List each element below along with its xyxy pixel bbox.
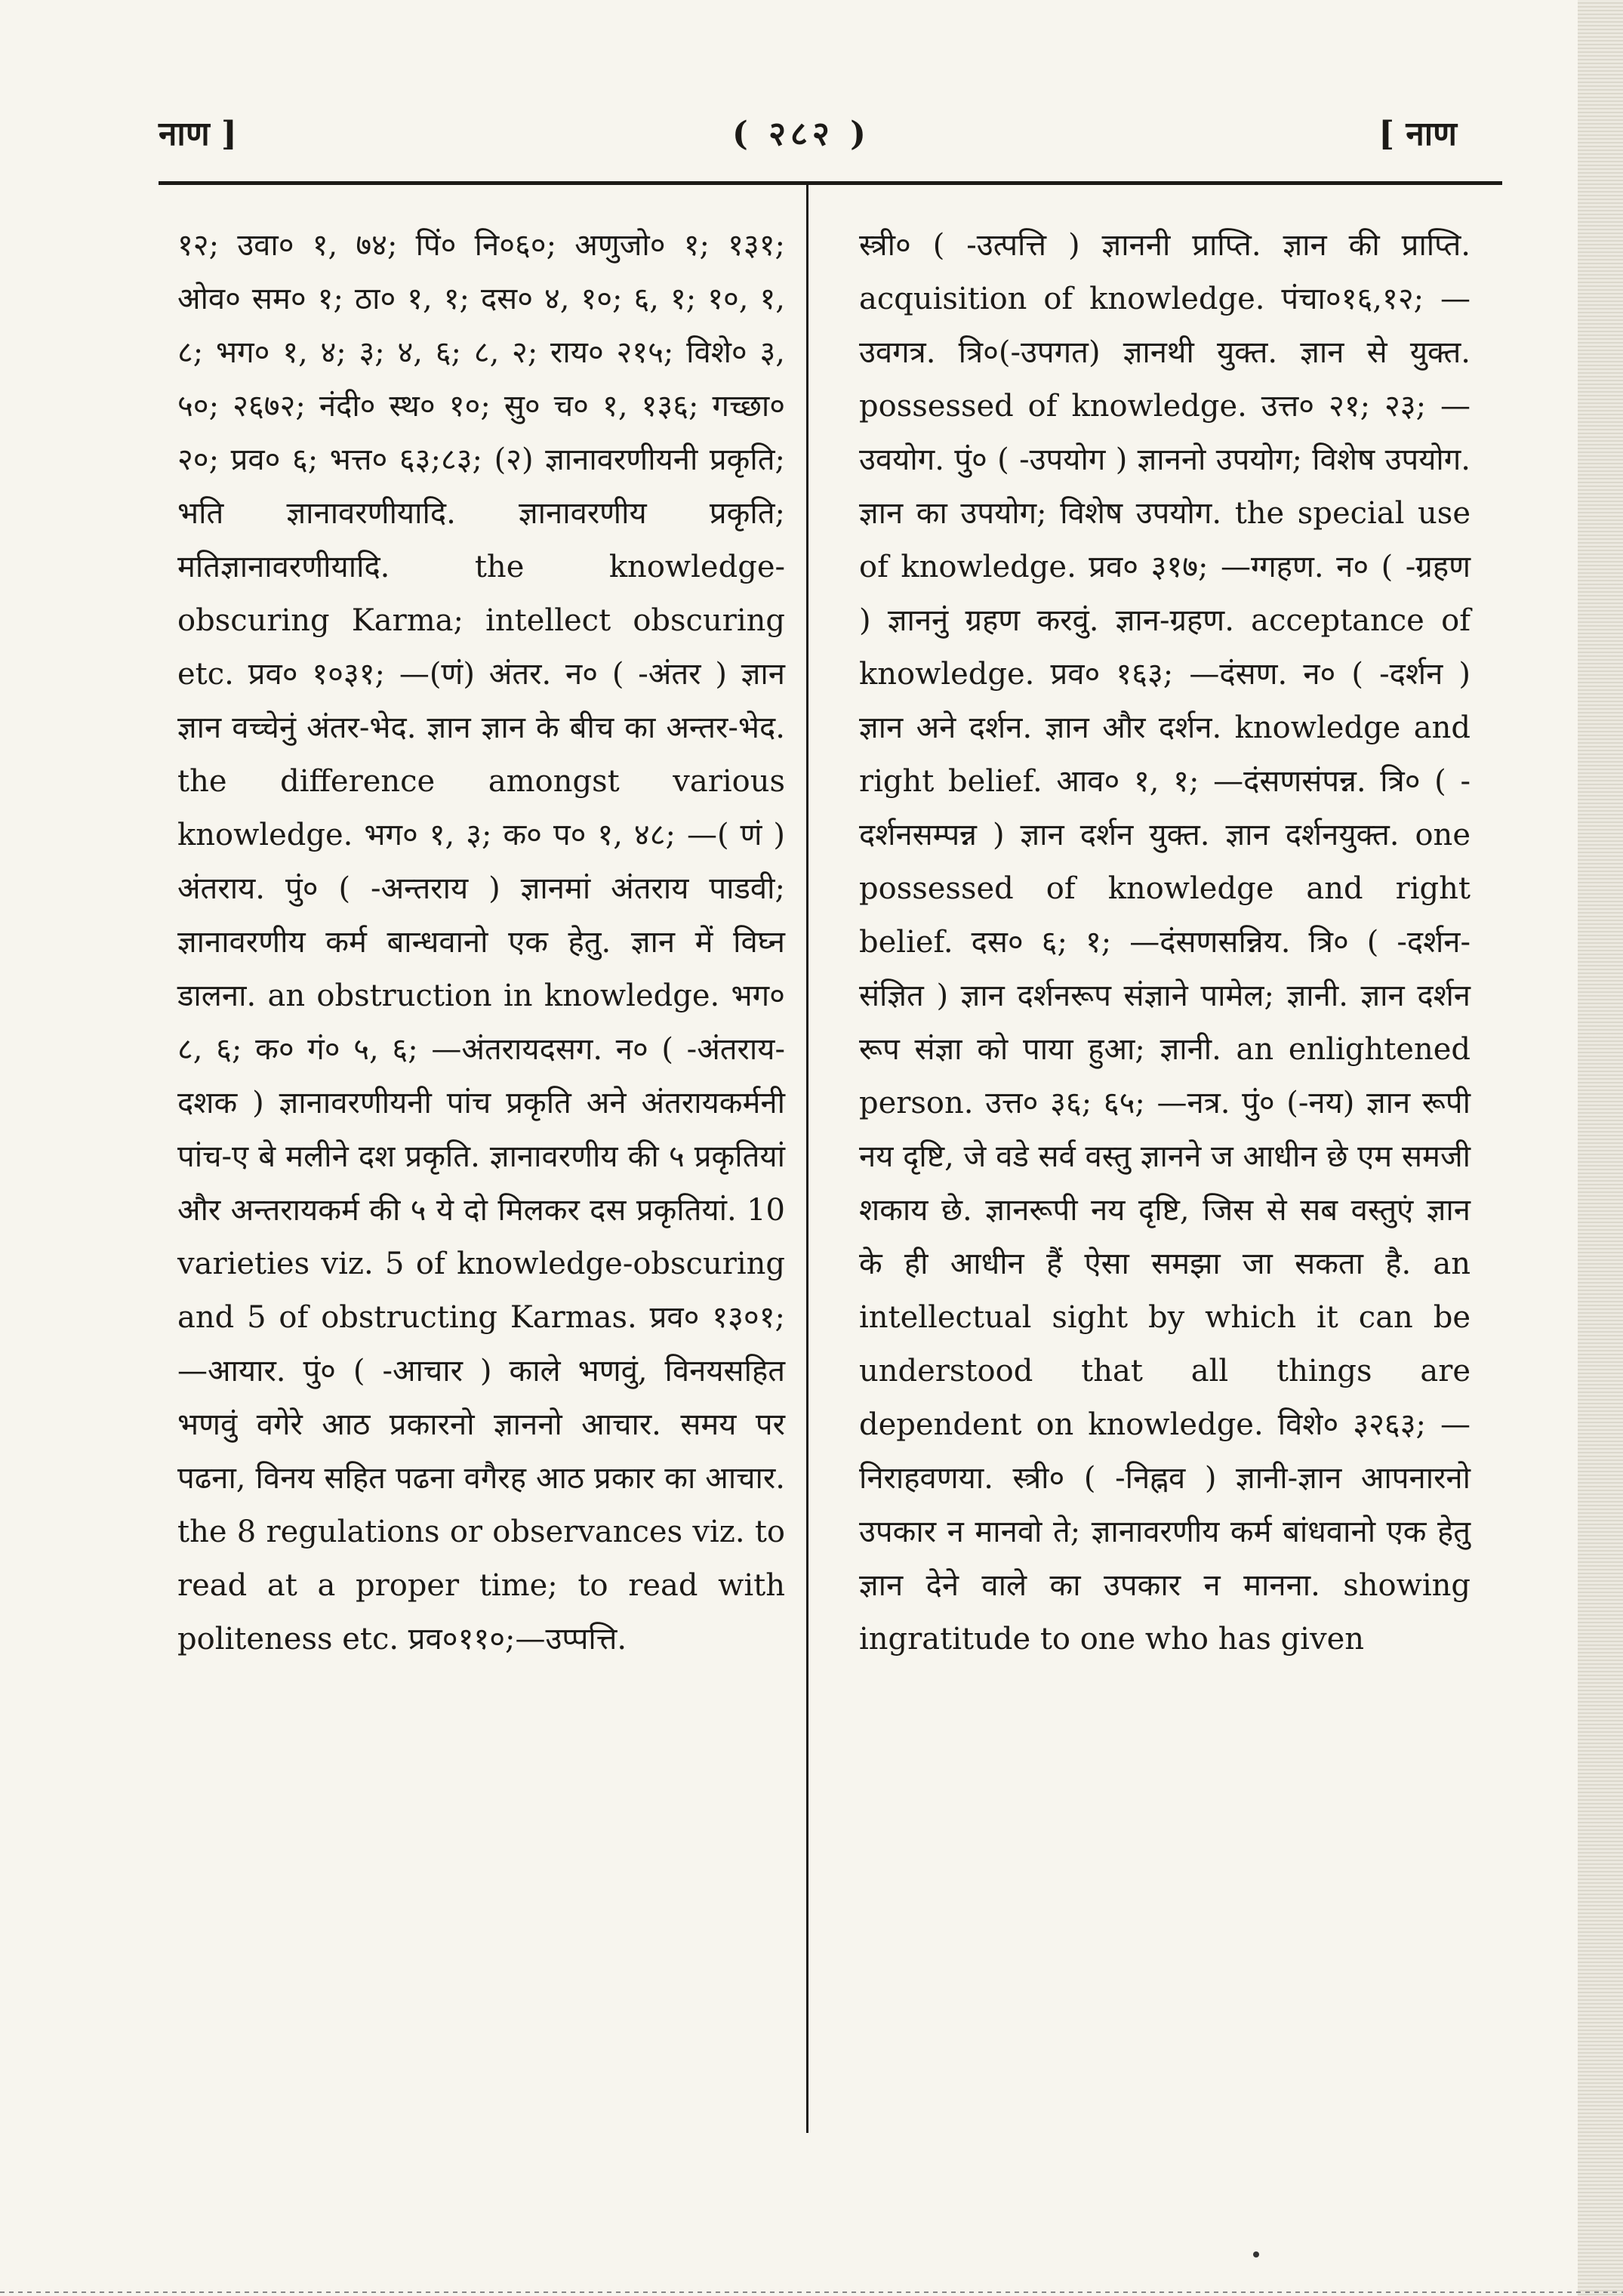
left-column-text: १२; उवा० १, ७४; पिं० नि०६०; अणुजो० १; १३१; ओव० सम० १; ठा० १, १; दस० ४, १०; ६, १; १०, १, ८; भग० १, ४; ३; ४, ६; ८, २; राय० २१५; विशे० ३, ५०; २६७२; नंदी० स्थ० १०; सु० च० १, १३६; गच्छा० २०; प्रव० ६; भत्त० ६३;८३; (२) ज्ञानावरणीयनी प्रकृति; भति ज्ञानावरणीयादि. ज्ञानावरणीय प्रकृति; मतिज्ञानावरणीयादि. the knowledge-obscuring Karma; intellect obscuring etc. प्रव० १०३१; —(णं) अंतर. न० ( -अंतर ) ज्ञान ज्ञान वच्चेनुं अंतर-भेद. ज्ञान ज्ञान के बीच का अन्तर-भेद. the difference amongst various knowledge. भग० १, ३; क० प० १, ४८; —( णं ) अंतराय. पुं० ( -अन्तराय ) ज्ञानमां अंतराय पाडवी; ज्ञानावरणीय कर्म बान्धवानो एक हेतु. ज्ञान में विघ्न डालना. an obstruction in knowledge. भग० ८, ६; क० गं० ५, ६; —अंतरायदसग. न० ( -अंतराय-दशक ) ज्ञानावरणीयनी पांच प्रकृति अने अंतरायकर्मनी पांच-ए बे मलीने दश प्रकृति. ज्ञानावरणीय की ५ प्रकृतियां और अन्तरायकर्म की ५ ये दो मिलकर दस प्रकृतियां. 10 varieties viz. 5 of knowledge-obscuring and 5 of obstructing Karmas. प्रव० १३०१; —आयार. पुं० ( -आचार ) काले भणवुं, विनयसहित भणवुं वगेरे आठ प्रकारनो ज्ञाननो आचार. समय पर पढना, विनय सहित पढना वगैरह आठ प्रकार का आचार. the 8 regulations or observances viz. to read at a proper time; to read with politeness etc. प्रव०११०;—उप्पत्ति. [177,228,795,1657]
left-column [177,219,795,2122]
bottom-scan-line [0,2291,1623,2293]
column-divider [806,181,808,2133]
scan-edge [1578,0,1623,2296]
page-header [159,102,1457,170]
bottom-mark [1253,2251,1259,2257]
right-column [859,219,1480,2122]
page-number: ( २८२ ) [732,115,870,153]
header-right-word: [ नाण [1378,115,1457,153]
header-rule [159,181,1502,185]
header-left-word: नाण ] [159,115,237,153]
right-column-text: स्त्री० ( -उत्पत्ति ) ज्ञाननी प्राप्ति. ज्ञान की प्राप्ति. acquisition of knowledge. पंचा०१६,१२; —उवगत्र. त्रि०(-उपगत) ज्ञानथी युक्त. ज्ञान से युक्त. possessed of knowledge. उत्त० २१; २३; —उवयोग. पुं० ( -उपयोग ) ज्ञाननो उपयोग; विशेष उपयोग. ज्ञान का उपयोग; विशेष उपयोग. the special use of knowledge. प्रव० ३१७; —ग्गहण. न० ( -ग्रहण ) ज्ञाननुं ग्रहण करवुं. ज्ञान-ग्रहण. acceptance of knowledge. प्रव० १६३; —दंसण. न० ( -दर्शन ) ज्ञान अने दर्शन. ज्ञान और दर्शन. knowledge and right belief. आव० १, १; —दंसणसंपन्न. त्रि० ( -दर्शनसम्पन्न ) ज्ञान दर्शन युक्त. ज्ञान दर्शनयुक्त. one possessed of knowledge and right belief. दस० ६; १; —दंसणसन्निय. त्रि० ( -दर्शन-संज्ञित ) ज्ञान दर्शनरूप संज्ञाने पामेल; ज्ञानी. ज्ञान दर्शन रूप संज्ञा को पाया हुआ; ज्ञानी. an enlightened person. उत्त० ३६; ६५; —नत्र. पुं० (-नय) ज्ञान रूपी नय दृष्टि, जे वडे सर्व वस्तु ज्ञानने ज आधीन छे एम समजी शकाय छे. ज्ञानरूपी नय दृष्टि, जिस से सब वस्तुएं ज्ञान के ही आधीन हैं ऐसा समझा जा सकता है. an intellectual sight by which it can be understood that all things are dependent on knowledge. विशे० ३२६३; —निराहवणया. स्त्री० ( -निह्नव ) ज्ञानी-ज्ञान आपनारनो उपकार न मानवो ते; ज्ञानावरणीय कर्म बांधवानो एक हेतु ज्ञान देने वाले का उपकार न मानना. showing ingratitude to one who has given [859,228,1480,1657]
